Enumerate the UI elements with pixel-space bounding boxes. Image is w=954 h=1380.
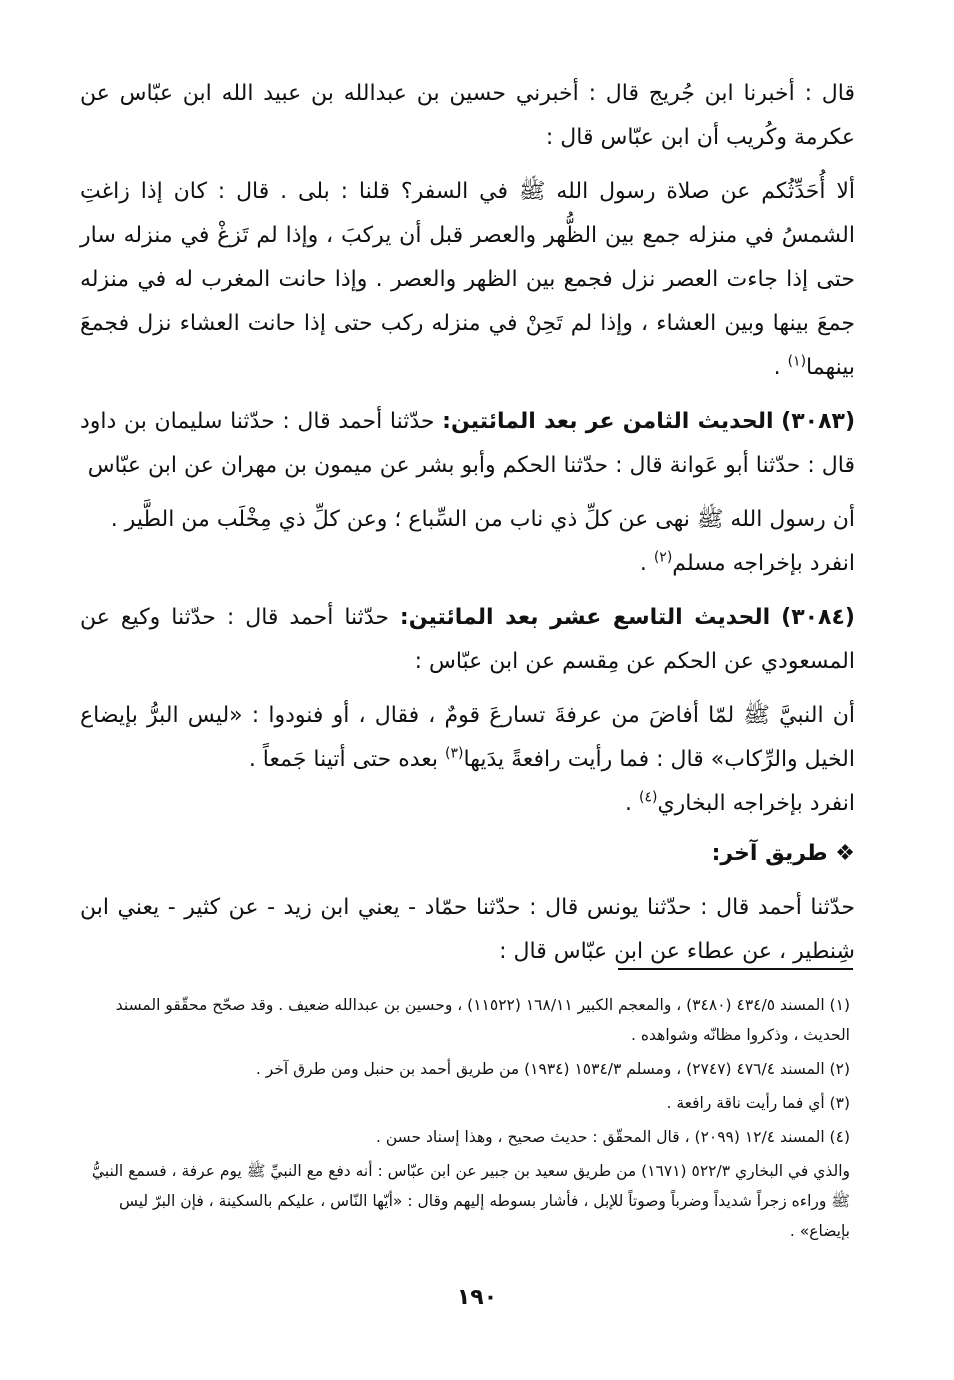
footnote-4-continuation: والذي في البخاري ٥٢٢/٣ (١٦٧١) من طريق سعيد بن جبير عن ابن عبّاس : أنه دفع مع النبيِّ ﷺ يوم عرفة ، فسمع النبيُّ ﷺ وراءه زجراً شديداً وضرباً وصوتاً للإبل ، فأشار بسوطه إليهم وقال : «أيّها النّاس ، عليكم بالسكينة ، فإن البرّ ليس بإيضاع» . [91, 1162, 850, 1240]
hadith-text: ألا أُحَدِّثُكم عن صلاة رسول الله ﷺ في السفر؟ قلنا : بلى . قال : كان إذا زاغتِ الشمسُ في منزله جمع بين الظُّهر والعصر قبل أن يركبَ ، وإذا لم تَزغْ في منزله سار حتى إذا جاءت العصر نزل فجمع بين الظهر والعصر . وإذا حانت المغرب له في منزله جمعَ بينها وبين العشاء ، وإذا لم تَحِنْ في منزله ركب حتى إذا حانت العشاء نزل فجمعَ بينهما [80, 179, 855, 380]
section-title-another-route: ❖ طريق آخر: [711, 841, 855, 866]
page-number: ١٩٠ [456, 1285, 498, 1310]
punctuation: . [773, 355, 788, 380]
attribution-text: انفرد بإخراجه مسلم [672, 551, 855, 576]
footnote-1: (١) المسند ٤٣٤/٥ (٣٤٨٠) ، والمعجم الكبير ١٦٨/١١ (١١٥٢٢) ، وحسين بن عبدالله ضعيف . وقد صحّح محقّقو المسند الحديث ، وذكروا مظانّه وشواهده . [115, 996, 850, 1044]
hadith-isnad: حدّثنا أحمد قال : حدّثنا وكيع عن المسعودي عن الحكم عن مِقسم عن ابن عبّاس : [80, 605, 855, 674]
footnote-ref-4[interactable]: (٤) [638, 789, 658, 806]
punctuation: . [639, 551, 654, 576]
punctuation: . [624, 791, 639, 816]
paragraph-attribution-bukhari [80, 782, 855, 826]
paragraph-isnad-1: قال : أخبرنا ابن جُريج قال : أخبرني حسين بن عبدالله بن عبيد الله ابن عبّاس عن عكرمة وكُريب أن ابن عبّاس قال : [80, 81, 855, 150]
hadith-text: أن النبيَّ ﷺ لمّا أفاضَ من عرفةَ تسارعَ قومٌ ، فقال ، أو فنودوا : «ليس البرُّ بإيضاع الخيل والرِّكاب» قال : فما رأيت رافعةً يدَيها [80, 703, 855, 772]
footnote-ref-2[interactable]: (٢) [653, 549, 673, 566]
hadith-isnad: حدّثنا أحمد قال : حدّثنا سليمان بن داود قال : حدّثنا أبو عَوانة قال : حدّثنا الحكم وأبو بشر عن ميمون بن مهران عن ابن عبّاس [80, 409, 855, 478]
footnote-ref-1[interactable]: (١) [787, 353, 807, 370]
footnote-3: (٣) أي فما رأيت ناقة رافعة . [666, 1094, 850, 1112]
hadith-title: الحديث التاسع عشر بعد المائتين: [399, 605, 771, 630]
paragraph-hadith-predators: أن رسول الله ﷺ نهى عن كلِّ ذي ناب من السِّباع ؛ وعن كلِّ ذي مِخْلَب من الطَّير . [110, 507, 855, 532]
attribution-text: انفرد بإخراجه البخاري [657, 791, 855, 816]
paragraph-isnad-2: حدّثنا أحمد قال : حدّثنا يونس قال : حدّثنا حمّاد - يعني ابن زيد - عن كثير - يعني ابن شِنطير ، عن عطاء عن ابن عبّاس قال : [80, 895, 855, 964]
hadith-3084-header [80, 596, 855, 684]
footnote-2: (٢) المسند ٤٧٦/٤ (٢٧٤٧) ، ومسلم ١٥٣٤/٣ (١٩٣٤) من طريق أحمد بن حنبل ومن طرق آخر . [255, 1060, 850, 1078]
paragraph-hadith-arafah [80, 694, 855, 782]
footnote-separator [618, 968, 853, 970]
hadith-number: (٣٠٨٣) [781, 409, 855, 434]
main-text [80, 72, 855, 974]
footnote-ref-3[interactable]: (٣) [445, 745, 464, 762]
paragraph-attribution-muslim [80, 542, 855, 586]
hadith-number: (٣٠٨٤) [781, 605, 855, 630]
footnotes [80, 990, 850, 1250]
hadith-text-continued: بعده حتى أتينا جَمعاً . [248, 747, 446, 772]
hadith-title: الحديث الثامن عر بعد المائتين: [442, 409, 774, 434]
footnote-4: (٤) المسند ١٢/٤ (٢٠٩٩) ، قال المحقّق : حديث صحيح ، وهذا إسناد حسن . [376, 1128, 850, 1146]
hadith-3083-header [80, 400, 855, 488]
paragraph-hadith-travel-prayer [80, 170, 855, 390]
